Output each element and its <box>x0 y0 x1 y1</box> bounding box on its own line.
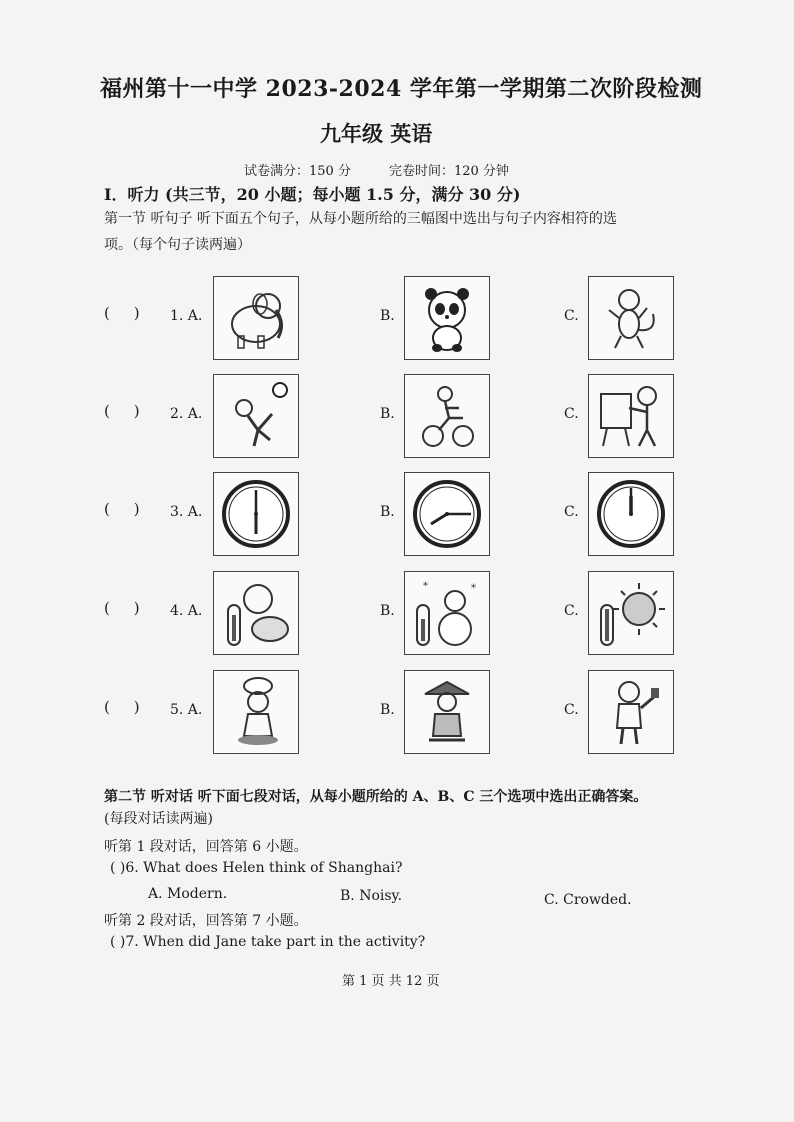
section-heading: Ⅰ．听力 (共三节，20 小题；每小题 1.5 分，满分 30 分) <box>104 185 521 204</box>
full-score: 试卷满分：150 分 <box>244 164 351 179</box>
svg-text:*: * <box>471 583 476 594</box>
cyclist-icon[interactable] <box>404 374 490 458</box>
q6-option-a[interactable]: A. Modern. <box>148 886 228 902</box>
option-b-label: B. <box>380 603 395 619</box>
part2-instruction-line1: 第二节 听对话 听下面七段对话，从每小题所给的 A、B、C 三个选项中选出正确答案。 <box>104 789 648 805</box>
monkey-icon[interactable] <box>588 276 674 360</box>
option-b-label: B. <box>380 406 395 422</box>
part1-instruction-line1: 第一节 听句子 听下面五个句子，从每小题所给的三幅图中选出与句子内容相符的选 <box>104 211 617 227</box>
answer-blank[interactable]: ( ) <box>104 304 140 322</box>
svg-text:*: * <box>423 581 428 592</box>
answer-blank[interactable]: ( ) <box>104 500 140 518</box>
q6-option-b[interactable]: B. Noisy. <box>340 888 403 904</box>
clock-eight-icon[interactable] <box>404 472 490 556</box>
exam-time: 完卷时间：120 分钟 <box>388 164 509 179</box>
question-row-4 <box>0 571 794 661</box>
question-row-1 <box>0 276 794 366</box>
panda-icon[interactable] <box>404 276 490 360</box>
question-number: 1. A. <box>170 308 203 324</box>
exam-subtitle: 九年级 英语 <box>320 121 433 146</box>
option-b-label: B. <box>380 308 395 324</box>
answer-blank[interactable]: ( ) <box>104 402 140 420</box>
snowman-thermometer-icon[interactable] <box>404 571 490 655</box>
elephant-icon[interactable] <box>213 276 299 360</box>
question-number: 2. A. <box>170 406 203 422</box>
clock-twelve-icon[interactable] <box>588 472 674 556</box>
question-row-2 <box>0 374 794 464</box>
option-b-label: B. <box>380 504 395 520</box>
answer-blank[interactable]: ( ) <box>104 698 140 716</box>
option-c-label: C. <box>564 603 579 619</box>
answer-blank[interactable]: ( ) <box>104 599 140 617</box>
option-c-label: C. <box>564 308 579 324</box>
question-number: 3. A. <box>170 504 203 520</box>
question-number: 4. A. <box>170 603 203 619</box>
dialog2-intro: 听第 2 段对话，回答第 7 小题。 <box>104 913 308 929</box>
soccer-player-icon[interactable] <box>213 374 299 458</box>
chef-icon[interactable] <box>213 670 299 754</box>
question-6: ( )6. What does Helen think of Shanghai? <box>110 860 403 876</box>
sun-thermometer-icon[interactable] <box>588 571 674 655</box>
exam-meta <box>244 160 509 179</box>
part2-instruction-line2: (每段对话读两遍) <box>104 811 213 827</box>
page-footer: 第 1 页 共 12 页 <box>342 974 440 989</box>
exam-title: 福州第十一中学 2023-2024 学年第一学期第二次阶段检测 <box>100 76 703 102</box>
dialog1-intro: 听第 1 段对话，回答第 6 小题。 <box>104 839 308 855</box>
option-c-label: C. <box>564 406 579 422</box>
part1-instruction-line2: 项。（每个句子读两遍） <box>104 237 251 253</box>
worker-icon[interactable] <box>588 670 674 754</box>
option-c-label: C. <box>564 504 579 520</box>
sun-cloud-thermometer-icon[interactable] <box>213 571 299 655</box>
option-b-label: B. <box>380 702 395 718</box>
question-row-5 <box>0 670 794 760</box>
painter-icon[interactable] <box>588 374 674 458</box>
option-c-label: C. <box>564 702 579 718</box>
question-row-3 <box>0 472 794 562</box>
question-number: 5. A. <box>170 702 203 718</box>
farmer-icon[interactable] <box>404 670 490 754</box>
clock-six-icon[interactable] <box>213 472 299 556</box>
question-7: ( )7. When did Jane take part in the activity? <box>110 934 426 950</box>
q6-option-c[interactable]: C. Crowded. <box>544 892 632 908</box>
